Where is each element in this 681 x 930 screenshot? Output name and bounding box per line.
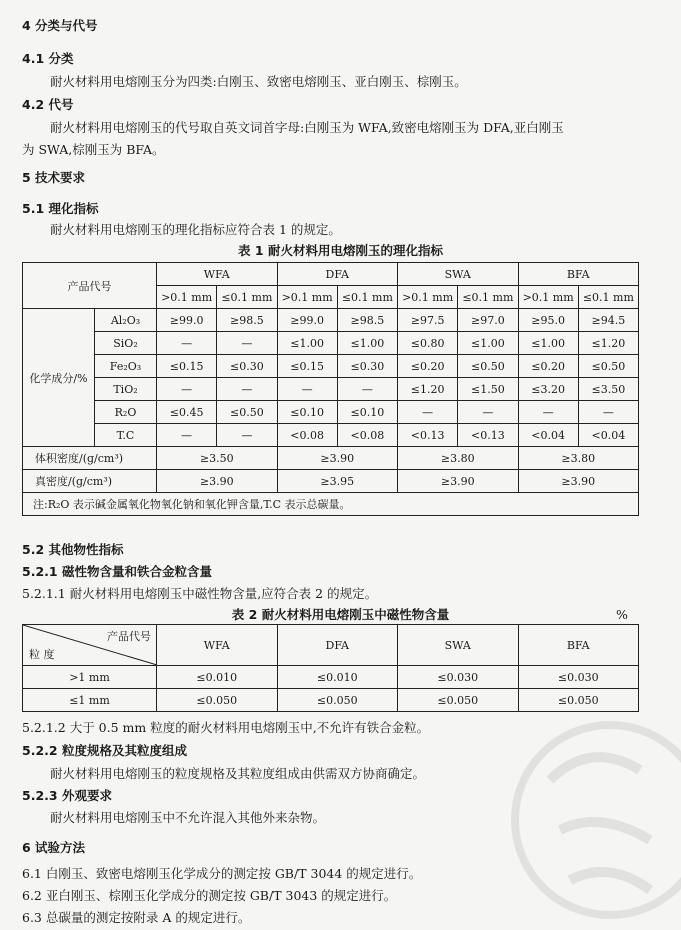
table-1-caption: 表 1 耐火材料用电熔刚玉的理化指标	[238, 243, 443, 258]
section-5-2-1-2-text: 5.2.1.2 大于 0.5 mm 粒度的耐火材料用电熔刚玉中,不允许有铁合金粒。	[22, 720, 430, 735]
table-1-true-density-value: ≥3.90	[398, 470, 519, 493]
section-4-1-title: 4.1 分类	[22, 51, 74, 66]
table-1-component-name: Fe₂O₃	[95, 355, 157, 378]
table-1-cell: ≤0.15	[277, 355, 337, 378]
table-1-cell: —	[277, 378, 337, 401]
table-2-row-label: >1 mm	[23, 666, 157, 689]
table-1-cell: ≤1.50	[458, 378, 518, 401]
table-1-cell: ≤0.30	[217, 355, 277, 378]
table-1-grade-swa: SWA	[398, 263, 519, 286]
table-1-component-name: T.C	[95, 424, 157, 447]
table-2-corner-header	[23, 625, 157, 666]
table-1-grade-dfa: DFA	[277, 263, 398, 286]
table-1-cell: —	[217, 378, 277, 401]
table-1-component-name: TiO₂	[95, 378, 157, 401]
table-2-cell: ≤0.030	[398, 666, 519, 689]
table-1-bulk-density-value: ≥3.50	[157, 447, 278, 470]
table-1-cell: ≤1.00	[277, 332, 337, 355]
table-2-cell: ≤0.010	[157, 666, 278, 689]
table-1-cell: ≤0.50	[217, 401, 277, 424]
table-1-cell: ≤3.50	[578, 378, 638, 401]
section-4-title: 4 分类与代号	[22, 18, 98, 33]
table-2-unit: %	[616, 607, 628, 622]
table-1-cell: ≥97.0	[458, 309, 518, 332]
table-2-grade-dfa: DFA	[277, 625, 398, 666]
section-5-1-title: 5.1 理化指标	[22, 201, 99, 216]
table-1-cell: —	[458, 401, 518, 424]
table-1-cell: ≥98.5	[217, 309, 277, 332]
section-5-2-1-1-text: 5.2.1.1 耐火材料用电熔刚玉中磁性物含量,应符合表 2 的规定。	[22, 586, 378, 601]
section-5-1-text: 耐火材料用电熔刚玉的理化指标应符合表 1 的规定。	[50, 222, 341, 237]
table-2-grade-wfa: WFA	[157, 625, 278, 666]
table-2-cell: ≤0.050	[157, 689, 278, 712]
table-1-cell: ≤0.10	[277, 401, 337, 424]
table-1-cell: <0.13	[458, 424, 518, 447]
table-1-cell: ≤1.00	[518, 332, 578, 355]
table-1-cell: —	[337, 378, 397, 401]
table-1-size: ≤0.1 mm	[217, 286, 277, 309]
section-4-1-text: 耐火材料用电熔刚玉分为四类:白刚玉、致密电熔刚玉、亚白刚玉、棕刚玉。	[50, 74, 467, 89]
table-2-cell: ≤0.050	[518, 689, 639, 712]
table-1-size: >0.1 mm	[518, 286, 578, 309]
table-2-cell: ≤0.050	[398, 689, 519, 712]
table-1-cell: <0.08	[277, 424, 337, 447]
section-5-title: 5 技术要求	[22, 170, 86, 185]
table-1-cell: —	[157, 332, 217, 355]
table-2-cell: ≤0.010	[277, 666, 398, 689]
table-1-bulk-density-value: ≥3.90	[277, 447, 398, 470]
table-1-cell: <0.04	[578, 424, 638, 447]
table-1-bulk-density-value: ≥3.80	[518, 447, 639, 470]
table-1-cell: ≥99.0	[277, 309, 337, 332]
section-6-1-text: 6.1 白刚玉、致密电熔刚玉化学成分的测定按 GB/T 3044 的规定进行。	[22, 866, 422, 881]
table-2-size-header: 粒 度	[29, 648, 55, 661]
section-5-2-2-text: 耐火材料用电熔刚玉的粒度规格及其粒度组成由供需双方协商确定。	[50, 766, 426, 781]
table-1-cell: ≤3.20	[518, 378, 578, 401]
table-1-cell: ≤0.20	[398, 355, 458, 378]
table-1-cell: ≥95.0	[518, 309, 578, 332]
table-1-component-name: SiO₂	[95, 332, 157, 355]
table-1-true-density-value: ≥3.95	[277, 470, 398, 493]
table-1-cell: ≥98.5	[337, 309, 397, 332]
table-1-size: >0.1 mm	[398, 286, 458, 309]
table-1-cell: ≤0.45	[157, 401, 217, 424]
table-1-cell: ≤1.20	[578, 332, 638, 355]
table-1-grade-wfa: WFA	[157, 263, 278, 286]
section-6-2-text: 6.2 亚白刚玉、棕刚玉化学成分的测定按 GB/T 3043 的规定进行。	[22, 888, 397, 903]
section-4-2-title: 4.2 代号	[22, 97, 74, 112]
table-1-cell: ≤1.20	[398, 378, 458, 401]
table-1-cell: —	[157, 378, 217, 401]
table-2-cell: ≤0.030	[518, 666, 639, 689]
table-2-caption: 表 2 耐火材料用电熔刚玉中磁性物含量	[231, 607, 450, 622]
table-1-size: >0.1 mm	[157, 286, 217, 309]
table-2	[22, 624, 639, 712]
table-1-cell: ≥99.0	[157, 309, 217, 332]
table-1-cell: ≥97.5	[398, 309, 458, 332]
table-1-size: ≤0.1 mm	[458, 286, 518, 309]
section-5-2-2-title: 5.2.2 粒度规格及其粒度组成	[22, 743, 187, 758]
section-6-title: 6 试验方法	[22, 840, 86, 855]
table-1-cell: <0.04	[518, 424, 578, 447]
table-1-component-name: Al₂O₃	[95, 309, 157, 332]
section-5-2-1-title: 5.2.1 磁性物含量和铁合金粒含量	[22, 564, 212, 579]
table-2-row-label: ≤1 mm	[23, 689, 157, 712]
table-2-cell: ≤0.050	[277, 689, 398, 712]
table-1-cell: ≤0.10	[337, 401, 397, 424]
table-1-cell: ≤0.15	[157, 355, 217, 378]
table-1-cell: ≤1.00	[458, 332, 518, 355]
table-1-cell: —	[518, 401, 578, 424]
table-2-grade-swa: SWA	[398, 625, 519, 666]
table-1-size: ≤0.1 mm	[337, 286, 397, 309]
table-2-product-code-header: 产品代号	[107, 630, 151, 643]
table-1-cell: ≤0.50	[458, 355, 518, 378]
section-6-3-text: 6.3 总碳量的测定按附录 A 的规定进行。	[22, 910, 251, 925]
table-1-cell: ≤0.50	[578, 355, 638, 378]
table-1-bulk-density-value: ≥3.80	[398, 447, 519, 470]
section-4-2-text-2: 为 SWA,棕刚玉为 BFA。	[22, 142, 165, 157]
table-1-cell: —	[217, 332, 277, 355]
table-1-cell: ≤0.20	[518, 355, 578, 378]
table-1-chemical-label: 化学成分/%	[23, 309, 95, 447]
table-1-cell: —	[217, 424, 277, 447]
watermark-seal-icon	[500, 700, 681, 930]
table-1-cell: —	[398, 401, 458, 424]
table-1-cell: —	[157, 424, 217, 447]
table-1-cell: ≥94.5	[578, 309, 638, 332]
table-1-true-density-value: ≥3.90	[157, 470, 278, 493]
table-1	[22, 262, 639, 516]
table-1-component-name: R₂O	[95, 401, 157, 424]
table-1-size: >0.1 mm	[277, 286, 337, 309]
section-5-2-3-text: 耐火材料用电熔刚玉中不允许混入其他外来杂物。	[50, 810, 326, 825]
table-1-product-code-header: 产品代号	[23, 263, 157, 309]
section-5-2-title: 5.2 其他物性指标	[22, 542, 124, 557]
table-1-cell: ≤1.00	[337, 332, 397, 355]
table-1-true-density-value: ≥3.90	[518, 470, 639, 493]
table-1-cell: ≤0.30	[337, 355, 397, 378]
section-5-2-3-title: 5.2.3 外观要求	[22, 788, 112, 803]
table-1-grade-bfa: BFA	[518, 263, 639, 286]
table-1-bulk-density-label: 体积密度/(g/cm³)	[23, 447, 157, 470]
section-4-2-text-1: 耐火材料用电熔刚玉的代号取自英文词首字母:白刚玉为 WFA,致密电熔刚玉为 DFA,亚白刚玉	[50, 120, 564, 135]
table-1-cell: <0.08	[337, 424, 397, 447]
table-1-cell: ≤0.80	[398, 332, 458, 355]
table-1-size: ≤0.1 mm	[578, 286, 638, 309]
table-1-true-density-label: 真密度/(g/cm³)	[23, 470, 157, 493]
table-1-cell: <0.13	[398, 424, 458, 447]
table-1-note: 注:R₂O 表示碱金属氧化物氧化钠和氧化钾含量,T.C 表示总碳量。	[23, 493, 639, 516]
table-1-cell: —	[578, 401, 638, 424]
table-2-grade-bfa: BFA	[518, 625, 639, 666]
